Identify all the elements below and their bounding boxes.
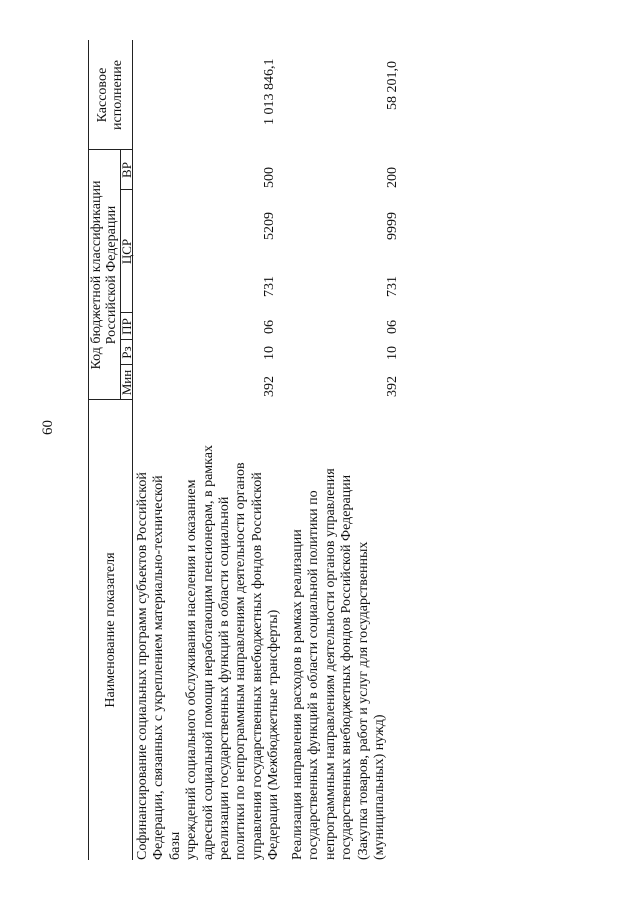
- row-2-name-line: (муниципальных) нужд): [372, 714, 388, 860]
- header-name: Наименование показателя: [103, 552, 118, 708]
- row-2-name-line: государственных функций в области социальной политики по: [306, 490, 322, 860]
- row-1-vr: 500: [262, 167, 277, 188]
- row-1-name-line: политики по непрограммным направлениям деятельности органов: [233, 462, 249, 860]
- row-2-name-line: Реализация направления расходов в рамках реализации: [290, 529, 305, 860]
- row-1-name-line: Федерации (Межбюджетные трансферты): [266, 609, 282, 860]
- header-code-group-line1: Код бюджетной классификации: [89, 180, 104, 370]
- row-1-name-line: Федерации, связанных с укреплением материально-технической базы: [151, 475, 183, 860]
- header-vr: ВР: [119, 162, 134, 178]
- row-1-name-line: Софинансирование социальных программ субъектов Российской: [135, 472, 150, 860]
- row-1-cash: 1 013 846,1: [262, 58, 277, 125]
- header-code-group-line2: Российской Федерации: [104, 205, 119, 345]
- row-1-csr-a: 731: [262, 276, 277, 297]
- header-csr: ЦСР: [119, 238, 134, 265]
- row-1-name: [135, 445, 283, 860]
- row-1-csr-b: 5209: [262, 212, 277, 240]
- row-1-name-line: реализации государственных функций в области социальной: [217, 496, 233, 860]
- header-cash-line2: исполнение: [110, 60, 125, 130]
- header-cash-line1: Кассовое: [95, 67, 110, 123]
- row-2-rz: 10: [385, 346, 400, 360]
- row-2-name-line: государственных внебюджетных фондов Российской Федерации: [339, 474, 355, 860]
- header-rz: Рз: [119, 346, 134, 359]
- row-1-name-line: учреждений социального обслуживания населения и оказанием: [184, 479, 200, 860]
- row-2-vr: 200: [385, 167, 400, 188]
- page-number: 60: [40, 420, 56, 435]
- header-pr: ПР: [119, 318, 134, 335]
- row-1-min: 392: [262, 376, 277, 397]
- row-2-name: [290, 445, 388, 860]
- row-1-name-line: управления государственных внебюджетных фондов Российской: [249, 472, 265, 860]
- row-1-pr: 06: [262, 320, 277, 334]
- row-1-rz: 10: [262, 346, 277, 360]
- row-2-csr-a: 731: [385, 276, 400, 297]
- header-min: Мин: [119, 369, 134, 396]
- row-2-name-line: (Закупка товаров, работ и услуг для государственных: [355, 541, 371, 860]
- row-1-name-line: адресной социальной помощи неработающим пенсионерам, в рамках: [200, 445, 216, 860]
- row-2-name-line: непрограммным направлениям деятельности органов управления: [322, 468, 338, 860]
- row-2-min: 392: [385, 376, 400, 397]
- row-2-csr-b: 9999: [385, 212, 400, 240]
- row-2-pr: 06: [385, 320, 400, 334]
- row-2-cash: 58 201,0: [385, 61, 400, 110]
